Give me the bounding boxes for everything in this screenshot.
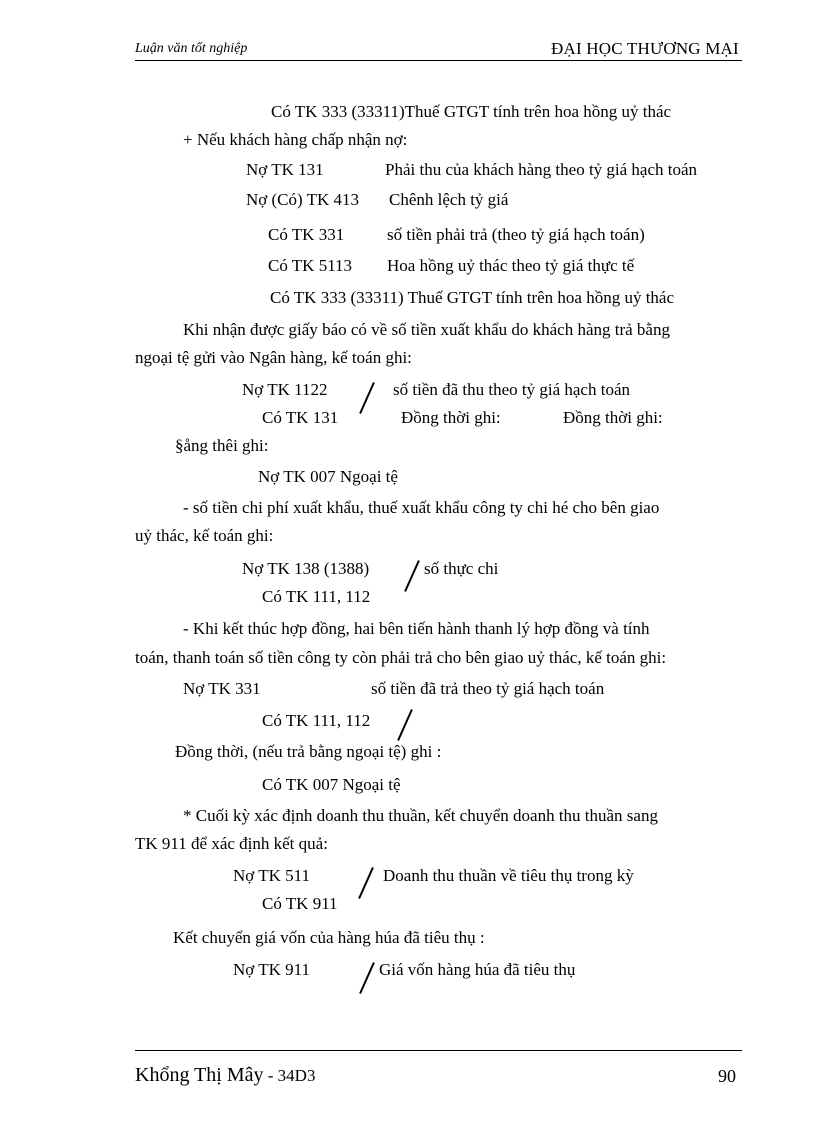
slash-mark	[359, 962, 375, 994]
text-line: §ång thêi ghi:	[175, 436, 269, 455]
entry-account: Nợ TK 138 (1388)	[242, 559, 370, 578]
entry-description: Đồng thời ghi:	[401, 408, 501, 427]
text-line: - số tiền chi phí xuất khẩu, thuế xuất khẩu công ty chi hé cho bên giao	[183, 498, 660, 517]
entry-account: Có TK 111, 112	[262, 711, 371, 730]
header-left-title: Luận văn tốt nghiệp	[135, 41, 248, 56]
entry-description: số tiền phải trả (theo tỷ giá hạch toán)	[387, 225, 645, 244]
entry-account: Nợ TK 131	[246, 160, 324, 179]
text-line: Khi nhận được giấy báo có về số tiền xuất khẩu do khách hàng trả bằng	[183, 320, 670, 339]
page-number: 90	[718, 1066, 736, 1086]
entry-account: Nợ TK 911	[233, 960, 310, 979]
entry-account: Nợ (Có) TK 413	[246, 190, 360, 209]
entry-account: Nợ TK 331	[183, 679, 261, 698]
entry-description: Doanh thu thuần về tiêu thụ trong kỳ	[383, 866, 634, 885]
entry-account: Nợ TK 511	[233, 866, 310, 885]
entry-description: Đồng thời ghi:	[563, 408, 663, 427]
entry-account: Có TK 911	[262, 894, 338, 913]
text-line: Nợ TK 007 Ngoại tệ	[258, 467, 398, 486]
entry-account: Nợ TK 1122	[242, 380, 328, 399]
header-rule	[135, 60, 742, 61]
entry-description: Chênh lệch tỷ giá	[389, 190, 509, 209]
text-line: Có TK 007 Ngoại tệ	[262, 775, 401, 794]
text-line: uỷ thác, kế toán ghi:	[135, 526, 274, 545]
entry-account: Có TK 331	[268, 225, 345, 244]
text-line: TK 911 để xác định kết quả:	[135, 834, 328, 853]
entry-description: số tiền đã trả theo tỷ giá hạch toán	[371, 679, 605, 698]
entry-description: Phải thu của khách hàng theo tỷ giá hạch toán	[385, 160, 698, 179]
text-line: Đồng thời, (nếu trả bằng ngoại tệ) ghi :	[175, 742, 442, 761]
text-line: Kết chuyển giá vốn của hàng húa đã tiêu thụ :	[173, 928, 485, 947]
footer-author: Khổng Thị Mây	[135, 1064, 264, 1086]
text-line: * Cuối kỳ xác định doanh thu thuần, kết chuyển doanh thu thuần sang	[183, 806, 658, 825]
footer-class: - 34D3	[263, 1066, 316, 1085]
text-line: ngoại tệ gửi vào Ngân hàng, kế toán ghi:	[135, 348, 412, 367]
footer-author-line	[135, 1064, 315, 1087]
footer-rule	[135, 1050, 742, 1051]
entry-description: số thực chi	[424, 559, 499, 578]
text-line: - Khi kết thúc hợp đồng, hai bên tiến hành thanh lý hợp đồng và tính	[183, 619, 650, 638]
text-line: Có TK 333 (33311) Thuế GTGT tính trên hoa hồng uỷ thác	[270, 288, 675, 307]
slash-mark	[359, 382, 375, 414]
text-line: toán, thanh toán số tiền công ty còn phải trả cho bên giao uỷ thác, kế toán ghi:	[135, 648, 667, 667]
text-line: Có TK 333 (33311)Thuế GTGT tính trên hoa hồng uỷ thác	[271, 102, 672, 121]
slash-mark	[397, 709, 413, 741]
entry-account: Có TK 5113	[268, 256, 353, 275]
header-right-title: ĐẠI HỌC THƯƠNG MẠI	[551, 39, 739, 58]
slash-mark	[404, 560, 420, 592]
entry-description: số tiền đã thu theo tỷ giá hạch toán	[393, 380, 630, 399]
entry-description: Giá vốn hàng húa đã tiêu thụ	[379, 960, 576, 979]
slash-mark	[358, 867, 374, 899]
entry-account: Có TK 111, 112	[262, 587, 371, 606]
text-line: + Nếu khách hàng chấp nhận nợ:	[183, 130, 408, 149]
entry-description: Hoa hồng uỷ thác theo tỷ giá thực tế	[387, 256, 635, 275]
entry-account: Có TK 131	[262, 408, 339, 427]
